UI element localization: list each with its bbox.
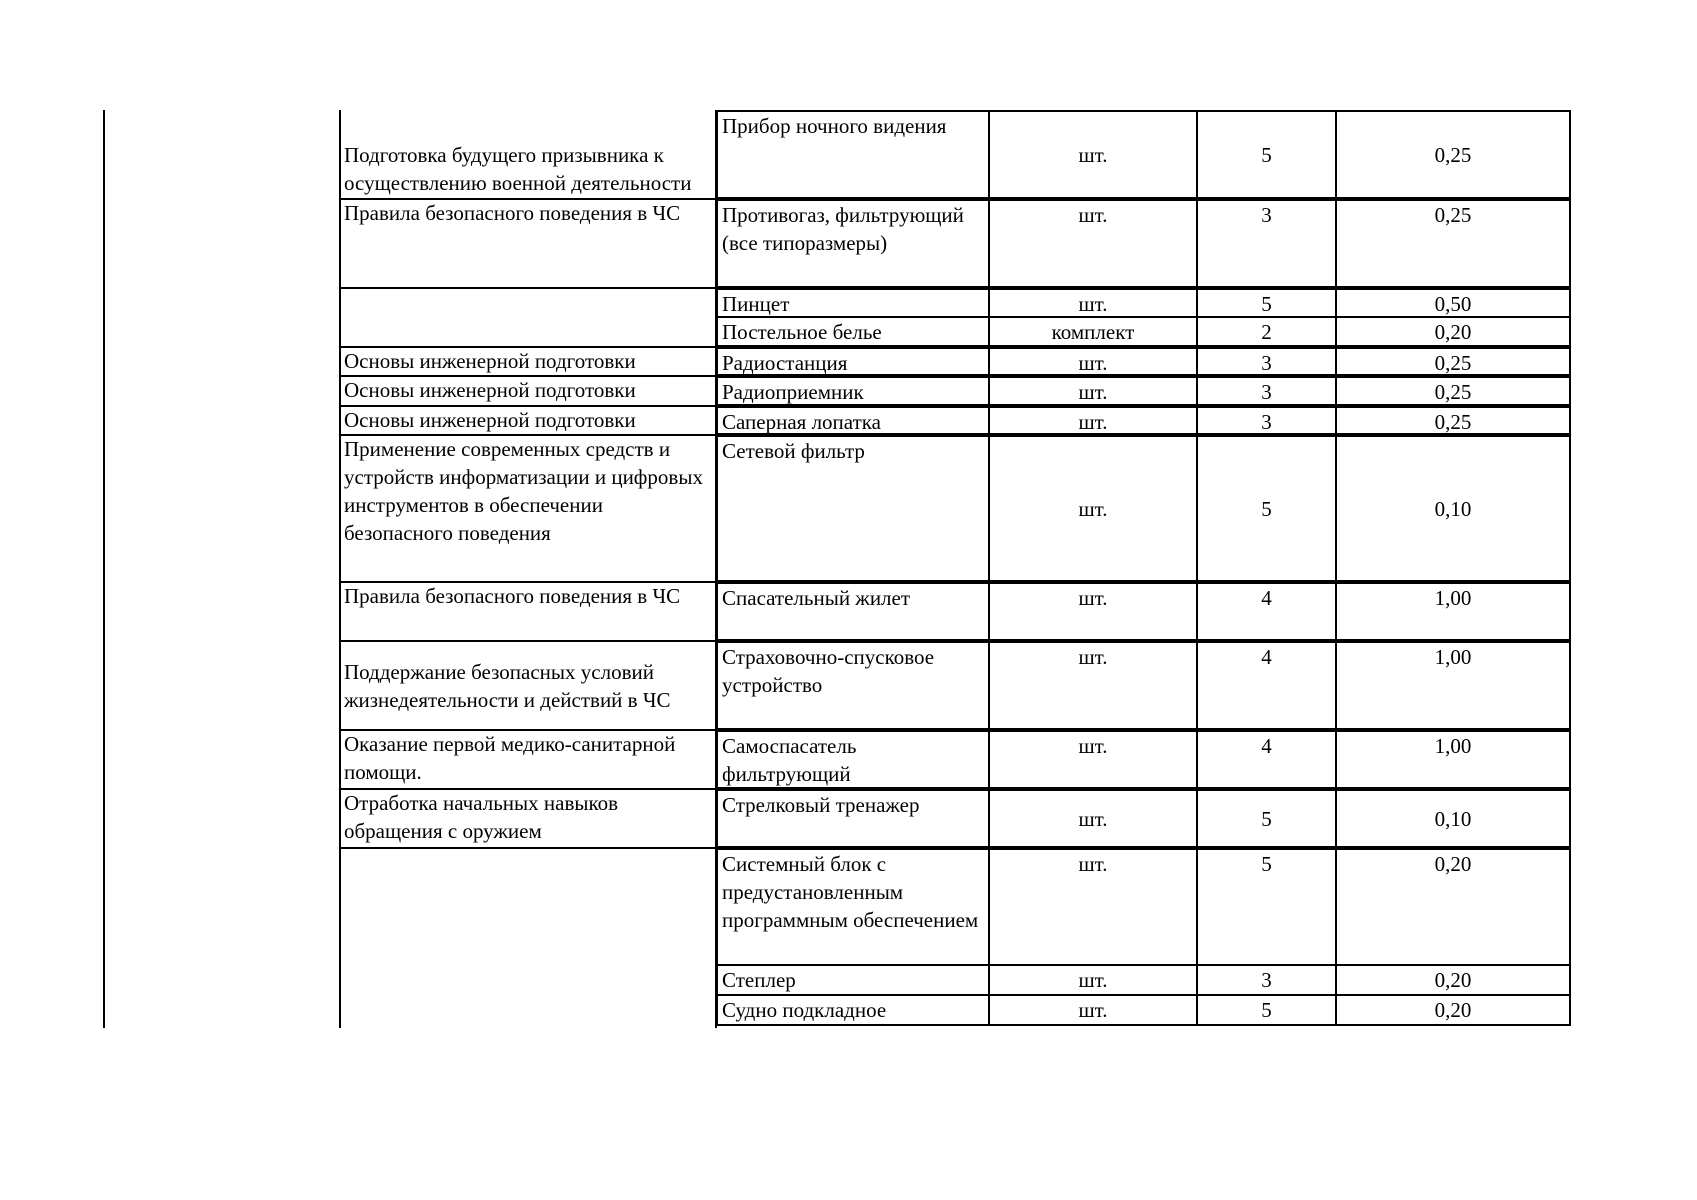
topic-cell xyxy=(340,288,716,318)
table-row xyxy=(0,318,1697,347)
unit-cell: комплект xyxy=(988,318,1196,347)
table-row xyxy=(0,582,1697,641)
topic-cell: Основы инженерной подготовки xyxy=(344,408,636,432)
quantity-cell: 5 xyxy=(1196,288,1335,318)
topic-cell: Применение современных средств и устройств информатизации и цифровых инструментов в обеспечении безопасного поведения xyxy=(344,437,703,545)
item-name-cell: Радиостанция xyxy=(716,347,988,376)
value-cell: 0,20 xyxy=(1335,996,1571,1026)
unit-cell: шт. xyxy=(988,110,1196,199)
quantity-cell: 3 xyxy=(1196,966,1335,996)
value-cell: 1,00 xyxy=(1335,641,1571,730)
item-name-cell: Пинцет xyxy=(716,288,988,318)
topic-cell: Основы инженерной подготовки xyxy=(344,378,636,402)
quantity-cell: 5 xyxy=(1196,996,1335,1026)
topic-cell: Оказание первой медико-санитарной помощи. xyxy=(344,732,676,784)
unit-cell: шт. xyxy=(988,199,1196,288)
unit-cell: шт. xyxy=(988,789,1196,848)
topic-cell: Поддержание безопасных условий жизнедеятельности и действий в ЧС xyxy=(344,659,671,712)
quantity-cell: 3 xyxy=(1196,199,1335,288)
item-name-cell: Страховочно-спусковое устройство xyxy=(716,641,988,730)
quantity-cell: 2 xyxy=(1196,318,1335,347)
unit-cell: шт. xyxy=(988,376,1196,406)
table-row xyxy=(0,966,1697,996)
value-cell: 0,20 xyxy=(1335,318,1571,347)
table-row xyxy=(0,288,1697,318)
item-name-cell: Системный блок с предустановленным программным обеспечением xyxy=(716,848,988,966)
item-name-cell: Спасательный жилет xyxy=(716,582,988,641)
quantity-cell: 5 xyxy=(1196,435,1335,582)
item-name-cell: Судно подкладное xyxy=(716,996,988,1026)
quantity-cell: 5 xyxy=(1196,789,1335,848)
unit-cell: шт. xyxy=(988,347,1196,376)
table-row xyxy=(0,730,1697,789)
unit-cell: шт. xyxy=(988,966,1196,996)
unit-cell: шт. xyxy=(988,641,1196,730)
table-row xyxy=(0,435,1697,582)
topic-cell xyxy=(340,848,716,966)
quantity-cell: 4 xyxy=(1196,730,1335,789)
table-row xyxy=(0,789,1697,848)
quantity-cell: 3 xyxy=(1196,376,1335,406)
unit-cell: шт. xyxy=(988,435,1196,582)
item-name-cell: Постельное белье xyxy=(716,318,988,347)
item-name-cell: Сетевой фильтр xyxy=(716,435,988,582)
value-cell: 0,20 xyxy=(1335,848,1571,966)
quantity-cell: 3 xyxy=(1196,406,1335,435)
table-row xyxy=(0,199,1697,288)
unit-cell: шт. xyxy=(988,996,1196,1026)
value-cell: 0,25 xyxy=(1335,199,1571,288)
topic-cell: Правила безопасного поведения в ЧС xyxy=(344,201,681,225)
table-row xyxy=(0,376,1697,406)
table-row xyxy=(0,996,1697,1026)
table-row xyxy=(0,406,1697,435)
value-cell: 0,25 xyxy=(1335,376,1571,406)
value-cell: 0,10 xyxy=(1335,789,1571,848)
quantity-cell: 3 xyxy=(1196,347,1335,376)
value-cell: 0,10 xyxy=(1335,435,1571,582)
value-cell: 0,25 xyxy=(1335,406,1571,435)
value-cell: 1,00 xyxy=(1335,730,1571,789)
quantity-cell: 5 xyxy=(1196,848,1335,966)
item-name-cell: Стрелковый тренажер xyxy=(716,789,988,848)
topic-cell xyxy=(340,318,716,347)
table-row xyxy=(0,110,1697,199)
item-name-cell: Степлер xyxy=(716,966,988,996)
value-cell: 0,25 xyxy=(1335,347,1571,376)
unit-cell: шт. xyxy=(988,730,1196,789)
topic-cell: Подготовка будущего призывника к осуществлению военной деятельности xyxy=(344,143,692,195)
item-name-cell: Противогаз, фильтрующий (все типоразмеры) xyxy=(716,199,988,288)
item-name-cell: Радиоприемник xyxy=(716,376,988,406)
unit-cell: шт. xyxy=(988,288,1196,318)
value-cell: 1,00 xyxy=(1335,582,1571,641)
item-name-cell: Саперная лопатка xyxy=(716,406,988,435)
quantity-cell: 4 xyxy=(1196,582,1335,641)
table-row xyxy=(0,641,1697,730)
quantity-cell: 5 xyxy=(1196,110,1335,199)
quantity-cell: 4 xyxy=(1196,641,1335,730)
value-cell: 0,25 xyxy=(1335,110,1571,199)
table-row xyxy=(0,848,1697,966)
topic-cell: Правила безопасного поведения в ЧС xyxy=(344,584,681,608)
table-row xyxy=(0,347,1697,376)
value-cell: 0,20 xyxy=(1335,966,1571,996)
value-cell: 0,50 xyxy=(1335,288,1571,318)
item-name-cell: Самоспасатель фильтрующий xyxy=(716,730,988,789)
unit-cell: шт. xyxy=(988,848,1196,966)
topic-cell xyxy=(340,996,716,1026)
topic-cell: Основы инженерной подготовки xyxy=(344,349,636,373)
topic-cell: Отработка начальных навыков обращения с оружием xyxy=(344,791,619,843)
unit-cell: шт. xyxy=(988,582,1196,641)
unit-cell: шт. xyxy=(988,406,1196,435)
item-name-cell: Прибор ночного видения xyxy=(716,110,988,199)
topic-cell xyxy=(340,966,716,996)
